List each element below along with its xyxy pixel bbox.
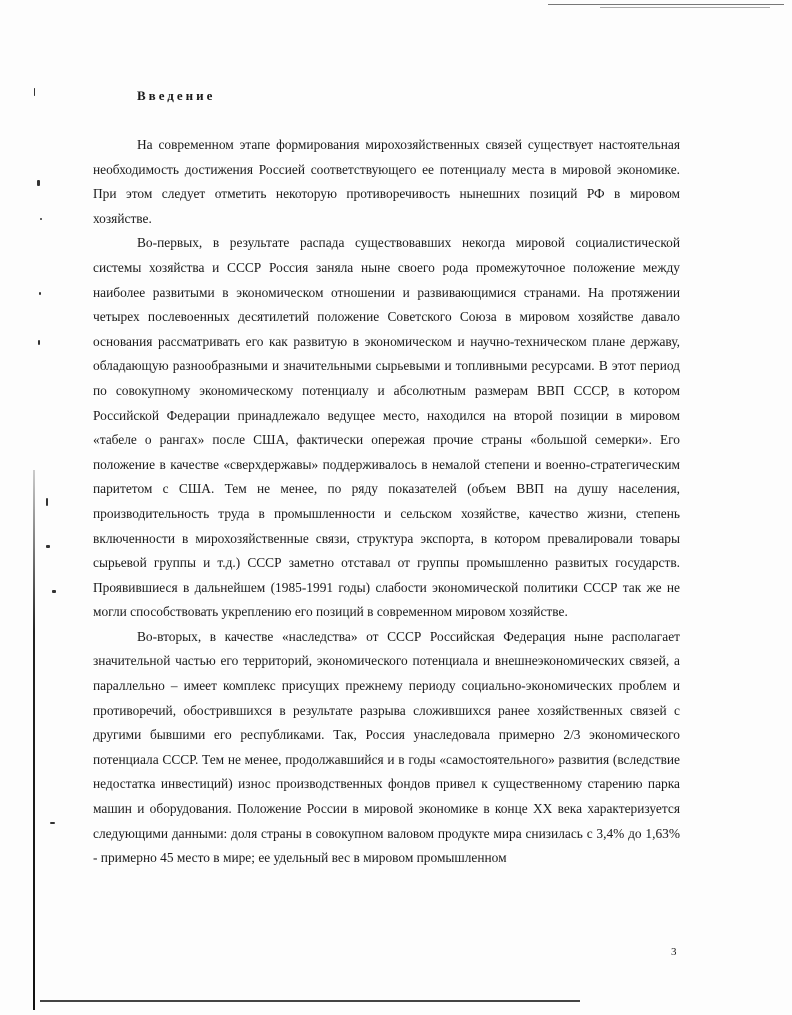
scan-artifact-bottom-line: [40, 1000, 580, 1002]
page-number: 3: [671, 946, 677, 958]
scan-speck: [50, 822, 55, 824]
scan-artifact-top-line: [548, 4, 784, 5]
scan-artifact-left-edge: [33, 470, 35, 1010]
section-heading: Введение: [137, 88, 216, 103]
scan-speck: [40, 218, 42, 220]
scan-speck: [52, 590, 56, 593]
scan-speck: [46, 498, 48, 506]
body-text: [93, 133, 680, 871]
scan-speck: [39, 292, 41, 295]
paragraph-3: Во-вторых, в качестве «наследства» от СССР Российская Федерация ныне располагает значительной частью его территорий, экономического потенциала и внешнеэкономических связей, а параллельно – имеет комплекс присущих прежнему периоду социально-экономических проблем и противоречий, обострившихся в результате разрыва сложившихся ранее хозяйственных связей с другими бывшими его республиками. Так, Россия унаследовала примерно 2/3 экономического потенциала СССР. Тем не менее, продолжавшийся и в годы «самостоятельного» развития (вследствие недостатка инвестиций) износ производственных фондов привел к существенному старению парка машин и оборудования. Положение России в мировой экономике в конце XX века характеризуется следующими данными: доля страны в совокупном валовом продукте мира снизилась с 3,4% до 1,63% - примерно 45 место в мире; ее удельный вес в мировом промышленном: [93, 628, 680, 866]
scan-speck: [38, 340, 40, 345]
scan-speck: [37, 180, 40, 186]
paragraph-1: На современном этапе формирования мирохозяйственных связей существует настоятельная необходимость достижения Россией соответствующего ее потенциалу места в мировой экономике. При этом следует отметить некоторую противоречивость нынешних позиций РФ в мировом хозяйстве.: [93, 137, 680, 226]
scan-speck: [34, 88, 35, 96]
paragraph-2: Во-первых, в результате распада существовавших некогда мировой социалистической системы хозяйства и СССР Россия заняла ныне своего рода промежуточное положение между наиболее развитыми в экономическом отношении и развивающимися странами. На протяжении четырех послевоенных десятилетий положение Советского Союза в мировом хозяйстве давало основания рассматривать его как развитую в экономическом и научно-техническом плане державу, обладающую разнообразными и значительными сырьевыми и топливными ресурсами. В этот период по совокупному экономическому потенциалу и абсолютным размерам ВВП СССР, в котором Российской Федерации принадлежало ведущее место, находился на второй позиции в мировом «табеле о рангах» после США, фактически опережая прочие страны «большой семерки». Его положение в качестве «сверхдержавы» поддерживалось в немалой степени и военно-стратегическим паритетом с США. Тем не менее, по ряду показателей (объем ВВП на душу населения, производительность труда в промышленности и сельском хозяйстве, качество жизни, степень включенности в мирохозяйственные связи, структура экспорта, в котором превалировали товары сырьевой группы и т.д.) СССР заметно отставал от группы промышленно развитых государств. Проявившиеся в дальнейшем (1985-1991 годы) слабости экономической политики СССР так же не могли способствовать укреплению его позиций в современном мировом хозяйстве.: [93, 235, 680, 620]
scan-speck: [46, 545, 50, 548]
scan-artifact-top-line-secondary: [600, 7, 770, 8]
